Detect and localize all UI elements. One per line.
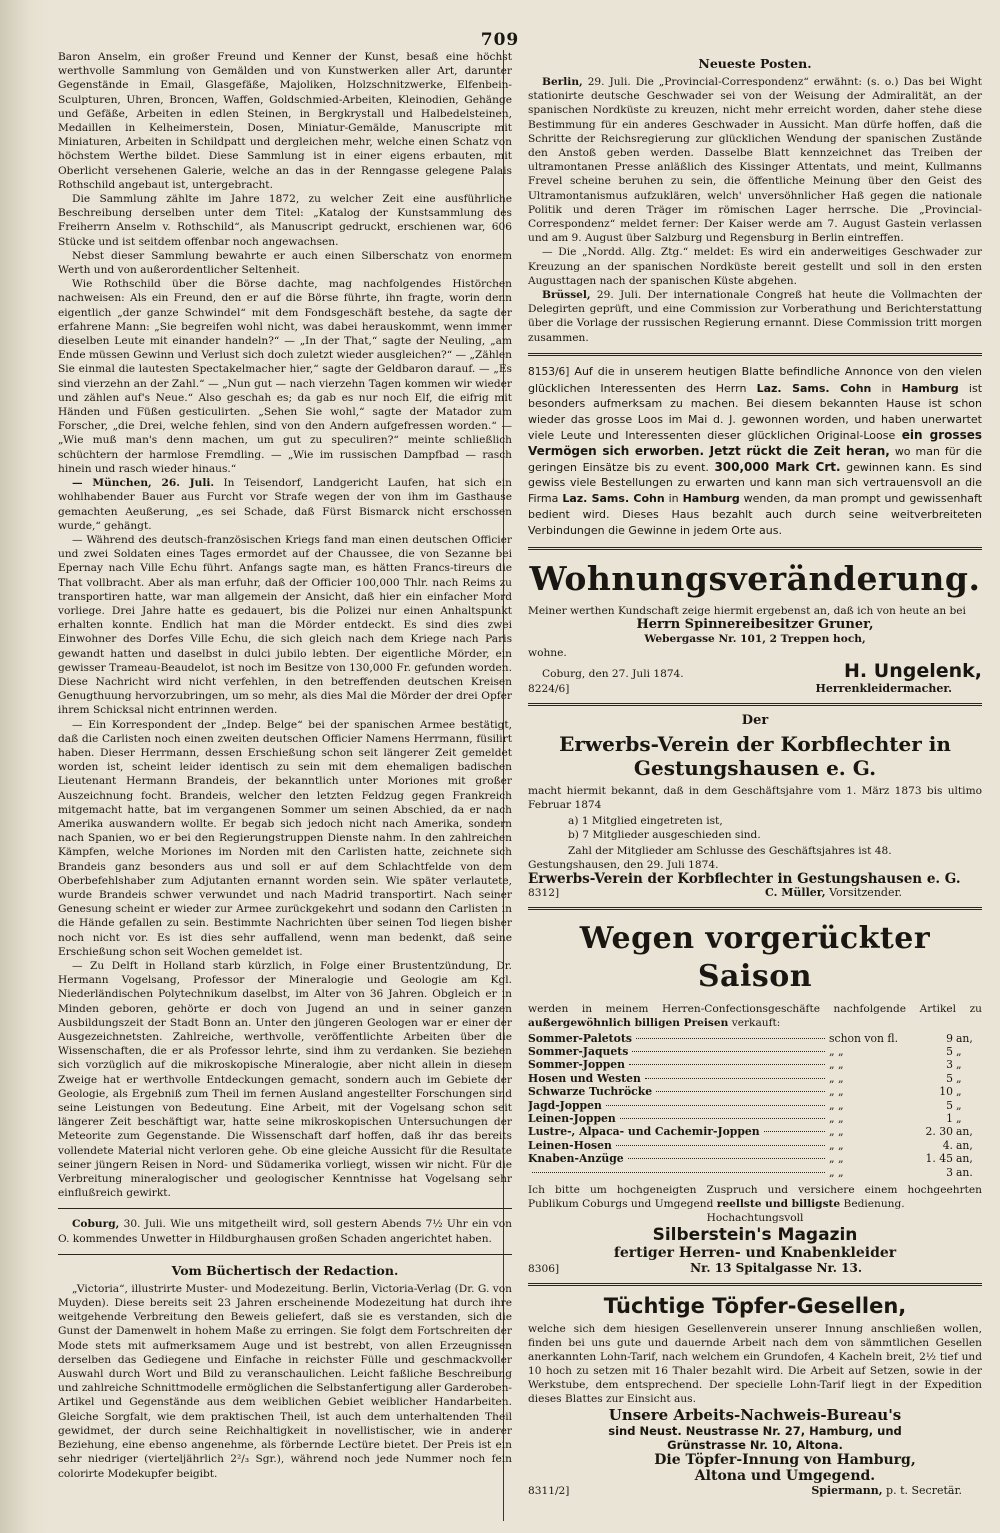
divider <box>528 353 982 356</box>
divider <box>528 703 982 706</box>
article-collection-count: Die Sammlung zählte im Jahre 1872, zu welcher Zeit eine ausführliche Beschreibung derselben unter dem Titel: „Katalog der Kunstsammlung des Freiherrn Anselm v. Rothschild“, als Manuscript gedruckt, erschienen war, 606 Stücke und ist seitdem offenbar noch angewachsen. <box>58 193 512 248</box>
price-suffix: „ <box>956 1058 962 1072</box>
ad-headline: Tüchtige Töpfer-Gesellen, <box>603 1294 907 1319</box>
price-leader-dots <box>629 1064 825 1065</box>
price-item: Schwarze Tuchröcke <box>528 1085 653 1099</box>
price-pre: „ „ <box>829 1058 844 1072</box>
article-officer-murder: — Während des deutsch-französischen Kriegs fand man einen deutschen Officier und zwei Soldaten eines Tages ermordet auf der Chaussee, die von Sezanne bei Epernay nach Ville Echu führt. Anfangs sagte man, es hätten Francs-tireurs die That vollbracht. Aber als man erfuhr, daß der Officier 100,000 Thlr. nach Reims zu transportiren hatte, war man allgemein der Ansicht, daß hier ein einfacher Mord vorliege. Drei Jahre hatte es gedauert, bis die Polizei nur einen Anhaltspunkt erhalten konnte. Endlich hat man die Mörder entdeckt. Es sind dies zwei Einwohner des Dorfes Ville Echu, die sich gleich nach dem Kriege nach Paris gewandt hatten und daselbst in dulci jubilo lebten. Der eigentliche Mörder, ein gewisser Trameau-Beaudelot, ist noch im Besitze von 130,000 Fr. gefunden worden. Diese Nachricht wird nicht verfehlen, in den betreffenden deutschen Kreisen Genugthuung hervorzubringen, um so mehr, als dies Mal die Mörder der drei Opfer ihrem Schicksal nicht entrinnen werden. <box>58 533 512 717</box>
section-title-latest-news: Neueste Posten. <box>698 56 812 71</box>
price-list-item <box>528 1058 982 1071</box>
price-leader-dots <box>636 1038 825 1039</box>
price-item: Sommer-Jaquets <box>528 1045 629 1059</box>
price-amount: 4. <box>942 1138 953 1152</box>
price-suffix: „ <box>956 1098 962 1112</box>
price-leader-dots <box>632 1051 825 1052</box>
article-carlists: — Ein Korrespondent der „Indep. Belge“ bei der spanischen Armee bestätigt, daß die Carlisten noch einen zweiten deutschen Officier Namens Herrmann, füsilirt haben. Dieser Herrmann, dessen Erschießung schon seit längerer Zeit gemeldet worden ist, scheint leider identisch zu sein mit dem ehemaligen badischen Lieutenant Hermann Brandeis, der bekanntlich unter Moriones mit großer Auszeichnung focht. Brandeis, welcher den letzten Feldzug gegen Frankreich mitgemacht hatte, bat im vergangenen Sommer um seinen Abschied, da er nach Amerika auswandern wollte. Er begab sich jedoch nicht nach Amerika, sondern nach Spanien, wo er bei den Regierungstruppen Dienste nahm. In den zahlreichen Kämpfen, welche Moriones im Norden mit den Carlisten hatte, zeichnete sich Brandeis ganz besonders aus und soll er auf dem Schlachtfelde von dem Oberbefehlshaber zum Adjutanten ernannt worden sein. Wie später verlautete, wurde Brandeis schwer verwundet und nach Madrid transportirt. Nach seiner Genesung scheint er wieder zur Armee zurückgekehrt und sodann den Carlisten in die Hände gefallen zu sein. Bestimmte Nachrichten über seinen Tod liegen bisher noch nicht vor. Es ist dies sehr auffallend, wenn man bedenkt, daß seine Erschießung schon seit Wochen gemeldet ist. <box>58 718 512 958</box>
price-list <box>528 1032 982 1179</box>
price-suffix: an, <box>956 1031 973 1045</box>
price-list-item <box>528 1085 982 1098</box>
ad-reference: 8306] <box>528 1263 560 1276</box>
price-list-item <box>528 1099 982 1112</box>
article-rothschild-collection: Baron Anselm, ein großer Freund und Kenner der Kunst, besaß eine höchst werthvolle Sammlung von Gemälden und von Kunstwerken aller Art, darunter Gegenstände in Email, Glasgefäße, Majoliken, Holzschnitzwerke, Elfenbein-Sculpturen, Uhren, Broncen, Waffen, Goldschmied-Arbeiten, Kleinodien, Gehänge und Gefäße, Arbeiten in edlen Steinen, in Bergkrystall und Halbedelsteinen, Medaillen in Kelheimerstein, Dosen, Miniatur-Gemälde, Manuscripte mit Miniaturen, Arbeiten in Schildpatt und dergleichen mehr, welche einen Schatz von höchstem Werthe bildet. Diese Sammlung ist in einer eigens erbauten, mit Oberlicht versehenen Galerie, welche an das in der Renngasse gelegene Palais Rothschild angebaut ist, untergebracht. <box>58 51 512 191</box>
article-victoria-review: „Victoria“, illustrirte Muster- und Modezeitung. Berlin, Victoria-Verlag (Dr. G. von Muyden). Diese bereits seit 23 Jahren erscheinende Modezeitung hat durch ihre weitgehende Verbreitung den Beweis geliefert, daß sie es verstanden, sich die Gunst der Damenwelt in hohem Maße zu erringen. Sie folgt dem Fortschreiten der Mode stets mit aufmerksamem Auge und ist bestrebt, von allen Erzeugnissen derselben das Gediegene und Einfache in reichster Fülle und geschmackvoller Auswahl durch Wort und Bild zu veranschaulichen. Leicht faßliche Beschreibung und zahlreiche Schnittmodelle ermöglichen die Selbstanfertigung aller Garderoben-Artikel und Gegenstände aus dem weiblichen Gebiet weiblicher Handarbeiten. Gleiche Sorgfalt, wie dem praktischen Theil, ist auch dem unterhaltenden Theil gewidmet, der durch seine Reichhaltigkeit in novellistischer, wie in anderer Beziehung, eine ebenso angenehme, als förbernde Lectüre bietet. Der Preis ist ein sehr niedriger (vierteljährlich 2²/₃ Sgr.), während noch jede Nummer noch fein colorirte Modekupfer beigibt. <box>58 1282 512 1480</box>
left-column <box>58 50 512 1523</box>
ad-korbflechter-verein: Der Erwerbs-Verein der Korbflechter in Gestungshausen e. G. macht hiermit bekannt, daß in dem Geschäftsjahre vom 1. März 1873 bis ultimo Februar 1874 a) 1 Mitglied eingetreten ist, b) 7 Mitglieder ausgeschieden sind. Zahl der Mitglieder am Schlusse des Geschäftsjahres ist 48. Gestungshausen, den 29. Juli 1874. Erwerbs-Verein der Korbflechter in Gestungshausen e. G. 8312] C. Müller, Vorsitzender. <box>528 712 982 899</box>
price-item: Sommer-Paletots <box>528 1031 632 1045</box>
price-item: Jagd-Joppen <box>528 1098 602 1112</box>
news-geschwader: — Die „Nordd. Allg. Ztg.“ meldet: Es wird ein anderweitiges Geschwader zur Kreuzung an der spanischen Nordküste bereit gestellt und soll in den ersten Augusttagen nach der spanischen Küste abgehen. <box>528 246 982 287</box>
price-list-item <box>528 1045 982 1058</box>
divider <box>58 1208 512 1209</box>
ad-headline: Wohnungsveränderung. <box>529 558 981 598</box>
price-item: Leinen-Hosen <box>528 1138 612 1152</box>
price-item: Hosen und Westen <box>528 1071 641 1085</box>
price-pre: „ „ <box>829 1125 844 1139</box>
right-column <box>528 50 982 1523</box>
price-suffix: „ <box>956 1045 962 1059</box>
ad-reference: 8311/2] <box>528 1485 570 1498</box>
page-number: 709 <box>480 30 520 50</box>
price-leader-dots <box>656 1091 825 1092</box>
price-suffix: „ <box>956 1112 962 1126</box>
divider <box>528 1283 982 1286</box>
ad-signature: Erwerbs-Verein der Korbflechter in Gestungshausen e. G. <box>528 870 961 887</box>
price-list-item <box>528 1032 982 1045</box>
price-suffix: an, <box>956 1138 973 1152</box>
article-munich: — München, 26. Juli. In Teisendorf, Landgericht Laufen, hat sich ein wohlhabender Bauer aus Furcht vor Strafe wegen der von ihm im Gasthause gemachten Aeußerung, „es sei Schade, daß Fürst Bismarck nicht erschossen wurde,“ gehängt. <box>58 477 512 532</box>
price-amount: 5 <box>946 1098 953 1112</box>
dateline-bruessel: Brüssel, <box>542 289 591 302</box>
price-leader-dots <box>645 1078 825 1079</box>
ad-lottery-cohn: 8153/6] Auf die in unserem heutigen Blatte befindliche Annonce von den vielen glücklichen Interessenten des Herrn Laz. Sams. Cohn in Hamburg ist besonders aufmerksam zu machen. Bei diesem bekannten Hause ist schon wieder das grosse Loos im Mai d. J. gewonnen worden, und haben unerwartet viele Leute und Interessenten dieser glücklichen Original-Loose ein grosses Vermögen sich erworben. Jetzt rückt die Zeit heran, wo man für die geringen Einsätze bis zu event. 300,000 Mark Crt. gewinnen kann. Es sind gewiss viele Bestellungen zu erwarten und kann man sich vertrauensvoll an die Firma Laz. Sams. Cohn in Hamburg wenden, da man prompt und gewissenhaft bedient wird. Dieses Haus bezahlt auch durch seine weitverbreiteten Verbindungen die Gewinne in jedem Orte aus. <box>528 364 982 537</box>
price-pre: schon von fl. <box>829 1031 899 1045</box>
price-list-item <box>528 1112 982 1125</box>
shop-name: Silberstein's Magazin <box>652 1225 858 1246</box>
news-bruessel: Brüssel, 29. Juli. Der internationale Congreß hat heute die Vollmachten der Delegirten geprüft, und eine Commission zur Vorberathung und Berichterstattung über die Vorlage der russischen Regierung ernannt. Diese Commission tritt morgen zusammen. <box>528 289 982 344</box>
price-leader-dots <box>616 1145 825 1146</box>
ad-reference: 8153/6] <box>528 365 570 378</box>
price-amount: 10 <box>939 1085 953 1099</box>
price-suffix: „ <box>956 1085 962 1099</box>
price-amount: 5 <box>946 1071 953 1085</box>
columns <box>58 50 982 1523</box>
ad-reference: 8224/6] <box>528 682 570 695</box>
price-item: Leinen-Joppen <box>528 1112 616 1126</box>
ad-headline: Wegen vorgerückter Saison <box>579 920 931 994</box>
price-leader-dots <box>620 1118 825 1119</box>
price-leader-dots <box>532 1172 825 1173</box>
price-amount: 1 <box>946 1112 953 1126</box>
ad-seasonal-sale: Wegen vorgerückter Saison werden in meinem Herren-Confectionsgeschäfte nachfolgende Artikel zu außergewöhnlich billigen Preisen verkauft: Sommer-Paletots schon von fl. 9 an, Sommer-Jaquets „ „ 5 „ Sommer-Joppen „ „ 3 „ Hosen und Westen „ „ 5 „ Schwarze Tuchröcke „ „ 10 „ Jagd-Joppen „ „ 5 „ Leinen-Joppen „ „ 1 „ Lustre-, Alpaca- und Cachemir-Joppen „ „ 2. 30 an, Leinen-Hosen „ „ 4. an, Knaben-Anzüge „ „ 1. 45 an, „ „ 3 an. Ich bitte um hochgeneigten Zuspruch und versichere einem hochgeehrten Publikum Coburgs und Umgegend reellste und billigste Bedienung. Hochachtungsvoll Silberstein's Magazin fertiger Herren- und Knabenkleider 8306] Nr. 13 Spitalgasse Nr. 13. <box>528 920 982 1276</box>
divider <box>528 907 982 910</box>
ad-headline: Erwerbs-Verein der Korbflechter in Gestungshausen e. G. <box>559 731 951 780</box>
price-item: Knaben-Anzüge <box>528 1152 624 1166</box>
price-amount: 5 <box>946 1045 953 1059</box>
price-suffix: an. <box>956 1165 973 1179</box>
price-amount: 3 <box>946 1058 953 1072</box>
price-leader-dots <box>764 1131 825 1132</box>
dateline-berlin: Berlin, <box>542 76 583 88</box>
price-list-item <box>528 1152 982 1165</box>
ad-signature: Die Töpfer-Innung von Hamburg, <box>654 1452 916 1469</box>
price-list-item <box>528 1166 982 1179</box>
price-amount: 1. 45 <box>925 1152 953 1166</box>
page-binding-shadow <box>0 0 50 1533</box>
article-vogelsang-obituary: — Zu Delft in Holland starb kürzlich, in Folge einer Brustentzündung, Dr. Hermann Vogelsang, Professor der Mineralogie und Geologie am Kgl. Niederländischen Polytechnikum daselbst, im Alter von 36 Jahren. Obgleich er in Minden geboren, gehörte er doch von Jugend an und in seiner ganzen Ausbildungszeit der Stadt Bonn an. Unter den jüngeren Geologen war er einer der Ausgezeichnetsten. Zahlreiche, werthvolle, veröffentlichte Arbeiten über die Wissenschaften, die er als Professor lehrte, sind ihm zu verdanken. Sie beziehen sich vorzüglich auf die mikroskopische Mineralogie, aber nicht allein in diesem Zweige hat er werthvolle Entdeckungen gemacht, sondern auch im Gebiete der Geologie, als Ergebniß zum Theil im fernen Ausland angestellter Forschungen sind seine Leistungen von Bedeutung. Eine Arbeit, mit der Vogelsang schon seit längerer Zeit beschäftigt war, hatte seine mikroskopischen Untersuchungen der Meteorite zum Gegenstande. Die Wissenschaft darf hoffen, daß ihr das bereits vollendete Material nicht verloren gehe. Ob eine gleiche Aussicht für die Resultate seiner jüngern Reisen in Nord- und Südamerika vorliegt, wissen wir nicht. Für die Verbreitung mineralogischer und geologischer Kenntnisse hat Vogelsang sehr einflußreich gewirkt. <box>58 960 512 1200</box>
section-title-book-review: Vom Büchertisch der Redaction. <box>171 1262 399 1278</box>
price-pre: „ „ <box>829 1085 844 1099</box>
divider <box>58 1254 512 1255</box>
price-amount: 9 <box>946 1031 953 1045</box>
ad-reference: 8312] <box>528 886 560 899</box>
price-pre: „ „ <box>829 1098 844 1112</box>
price-pre: „ „ <box>829 1045 844 1059</box>
price-suffix: an, <box>956 1125 973 1139</box>
price-pre: „ „ <box>829 1165 844 1179</box>
dateline-coburg: Coburg, <box>72 1218 120 1231</box>
price-pre: „ „ <box>829 1138 844 1152</box>
ad-signature: H. Ungelenk, <box>844 659 982 682</box>
price-item: Lustre-, Alpaca- und Cachemir-Joppen <box>528 1125 760 1139</box>
price-suffix: „ <box>956 1071 962 1085</box>
price-item: Sommer-Joppen <box>528 1058 626 1072</box>
price-list-item <box>528 1139 982 1152</box>
price-pre: „ „ <box>829 1071 844 1085</box>
dateline-munich: — München, 26. Juli. <box>72 477 215 490</box>
price-suffix: an, <box>956 1152 973 1166</box>
price-leader-dots <box>628 1158 825 1159</box>
ad-potters-wanted: Tüchtige Töpfer-Gesellen, welche sich dem hiesigen Gesellenverein unserer Innung anschließen wollen, finden bei uns gute und dauernde Arbeit nach dem von sämmtlichen Gesellen anerkannten Lohn-Tarif, nach welchem ein Grundofen, 4 Kacheln breit, 2½ tief und 10 hoch zu setzen mit 16 Thaler bezahlt wird. Die Arbeit auf Setzen, sowie in der Werkstube, dem entsprechend. Der specielle Lohn-Tarif liegt in der Expedition dieses Blattes zur Einsicht aus. Unsere Arbeits-Nachweis-Bureau's sind Neust. Neustrasse Nr. 27, Hamburg, und Grünstrasse Nr. 10, Altona. Die Töpfer-Innung von Hamburg, Altona und Umgegend. 8311/2] Spiermann, p. t. Secretär. <box>528 1294 982 1498</box>
price-amount: 2. 30 <box>925 1125 953 1139</box>
divider <box>528 547 982 550</box>
price-pre: „ „ <box>829 1112 844 1126</box>
ad-change-of-address: Wohnungsveränderung. Meiner werthen Kundschaft zeige hiermit ergebenst an, daß ich von heute an bei Herrn Spinnereibesitzer Gruner, Webergasse Nr. 101, 2 Treppen hoch, wohne. Coburg, den 27. Juli 1874. H. Ungelenk, 8224/6] Herrenkleidermacher. <box>528 558 982 695</box>
article-stock-exchange-anecdote: Wie Rothschild über die Börse dachte, mag nachfolgendes Histörchen nachweisen: Als ein Freund, den er auf die Börse führte, ihn fragte, worin denn eigentlich „der ganze Schwindel“ mit dem Fondsgeschäft bestehe, da sagte der erfahrene Mann: „Sie begreifen wohl nicht, was dabei herauskommt, wenn immer dieselben Leute mit einander handeln?“ — „In der That,“ sagte der Neuling, „am Ende müssen Gewinn und Verlust sich doch zuletzt wieder ausgleichen?“ — „Zählen Sie einmal die lautesten Spectakelmacher hier,“ sagte der Geldbaron darauf. — „Es sind vierzehn an der Zahl.“ — „Nun gut — nach vierzehn Tagen kommen wir wieder und zählen auf's Neue.“ Also geschah es; da gab es nur noch Elf, die eifrig mit Händen und Füßen gesticulirten. „Sehen Sie wohl,“ sagte der Matador zum Forscher, „die Drei, welche fehlen, sind von den Andern aufgefressen worden.“ — „Wie muß man's denn machen, um gut zu speculiren?“ meinte schließlich schüchtern der harmlose Fremdling. — „Wie im russischen Dampfbad — rasch hinein und rasch wieder hinaus.“ <box>58 278 512 475</box>
article-coburg-storm: Coburg, 30. Juli. Wie uns mitgetheilt wird, soll gestern Abends 7½ Uhr ein von O. kommendes Unwetter in Hildburghausen großen Schaden angerichtet haben. <box>58 1218 512 1245</box>
price-amount: 3 <box>946 1165 953 1179</box>
price-list-item <box>528 1072 982 1085</box>
price-leader-dots <box>606 1105 825 1106</box>
article-silver-treasure: Nebst dieser Sammlung bewahrte er auch einen Silberschatz von enormem Werth und von außerordentlicher Seltenheit. <box>58 249 512 277</box>
price-list-item <box>528 1125 982 1138</box>
news-berlin: Berlin, 29. Juli. Die „Provincial-Correspondenz“ erwähnt: (s. o.) Das bei Wight stationirte deutsche Geschwader sei von der Weisung der Admiralität, an der spanischen Nordküste zu kreuzen, nicht mehr erreicht worden, daher stehe diese Bestimmung für ein anderes Geschwader in Aussicht. Man dürfe hoffen, daß die Schritte der Reichsregierung zur glücklichen Wendung der spanischen Zustände den Anstoß geben werden. Dasselbe Blatt kennzeichnet das Treiben der ultramontanen Presse anläßlich des Kissinger Attentats, und meint, Kullmanns Frevel scheine beruhen zu sein, die öffentliche Meinung über den Geist des Ultramontanismus aufzuklären, welch' unversöhnlicher Haß gegen die nationale Politik und deren Träger im römischen Lager herrsche. Die „Provincial-Correspondenz“ meldet ferner: Der Kaiser werde am 7. August Gastein verlassen und am 9. August über Salzburg und Regensburg in Berlin eintreffen. <box>528 76 982 245</box>
price-pre: „ „ <box>829 1152 844 1166</box>
